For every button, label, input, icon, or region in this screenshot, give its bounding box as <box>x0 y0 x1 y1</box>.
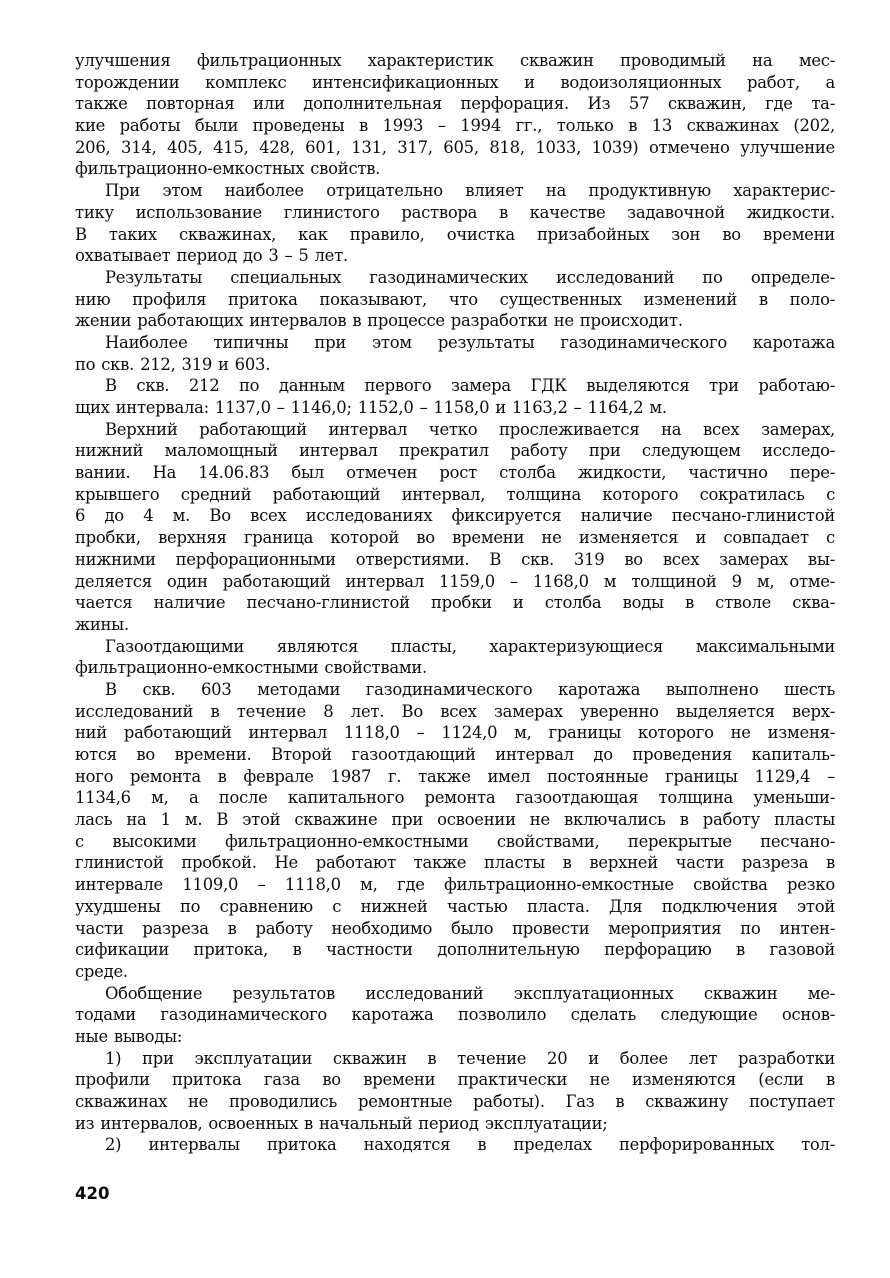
text-line: При этом наиболее отрицательно влияет на продуктивную характерис- <box>105 181 835 201</box>
text-line: жении работающих интервалов в процессе разработки не происходит. <box>75 311 683 331</box>
text-line: тодами газодинамического каротажа позволило сделать следующие основ- <box>75 1005 835 1025</box>
text-line: части разреза в работу необходимо было провести мероприятия по интен- <box>75 918 835 938</box>
text-line: профили притока газа во времени практически не изменяются (если в <box>75 1070 835 1090</box>
page-text <box>75 50 835 1156</box>
text-line: 2) интервалы притока находятся в пределах перфорированных тол- <box>105 1135 835 1155</box>
text-line: 6 до 4 м. Во всех исследованиях фиксируется наличие песчано-глинистой <box>75 506 835 526</box>
text-line: В таких скважинах, как правило, очистка призабойных зон во времени <box>75 224 835 244</box>
text-line: В скв. 603 методами газодинамического каротажа выполнено шесть <box>105 679 835 699</box>
text-line: чается наличие песчано-глинистой пробки и столба воды в стволе сква- <box>75 593 835 613</box>
text-line: торождении комплекс интенсификационных и водоизоляционных работ, а <box>75 72 835 92</box>
page-number: 420 <box>75 1184 110 1204</box>
text-line: нижний маломощный интервал прекратил работу при следующем исследо- <box>75 441 835 461</box>
text-line: исследований в течение 8 лет. Во всех замерах уверенно выделяется верх- <box>75 701 835 721</box>
text-line: Наиболее типичны при этом результаты газодинамического каротажа <box>105 332 835 352</box>
text-line: с высокими фильтрационно-емкостными свойствами, перекрытые песчано- <box>75 831 835 851</box>
text-line: фильтрационно-емкостными свойствами. <box>75 658 428 678</box>
text-line: ухудшены по сравнению с нижней частью пласта. Для подключения этой <box>75 896 835 916</box>
text-line: щих интервала: 1137,0 – 1146,0; 1152,0 – 1158,0 и 1163,2 – 1164,2 м. <box>75 398 667 417</box>
text-line: охватывает период до 3 – 5 лет. <box>75 246 348 266</box>
text-line: по скв. 212, 319 и 603. <box>75 354 271 374</box>
text-line: из интервалов, освоенных в начальный период эксплуатации; <box>75 1113 608 1133</box>
text-line: Верхний работающий интервал четко прослеживается на всех замерах, <box>105 419 835 439</box>
text-line: Обобщение результатов исследований эксплуатационных скважин ме- <box>105 983 835 1003</box>
text-line: нижними перфорационными отверстиями. В скв. 319 во всех замерах вы- <box>75 549 835 569</box>
text-line: фильтрационно-емкостных свойств. <box>75 159 381 179</box>
text-line: деляется один работающий интервал 1159,0 – 1168,0 м толщиной 9 м, отме- <box>75 571 835 591</box>
text-line: ются во времени. Второй газоотдающий интервал до проведения капиталь- <box>75 745 835 764</box>
text-line: 206, 314, 405, 415, 428, 601, 131, 317, 605, 818, 1033, 1039) отмечено улучшение <box>75 137 835 157</box>
text-line: ные выводы: <box>75 1026 183 1046</box>
text-line: глинистой пробкой. Не работают также пласты в верхней части разреза в <box>75 853 835 873</box>
text-line: интервале 1109,0 – 1118,0 м, где фильтрационно-емкостные свойства резко <box>75 875 835 895</box>
text-line: улучшения фильтрационных характеристик скважин проводимый на мес- <box>75 51 835 70</box>
text-line: сификации притока, в частности дополнительную перфорацию в газовой <box>75 940 835 960</box>
text-line: Газоотдающими являются пласты, характеризующиеся максимальными <box>105 636 835 656</box>
text-line: вании. На 14.06.83 был отмечен рост столба жидкости, частично пере- <box>75 463 835 483</box>
text-line: ного ремонта в феврале 1987 г. также имел постоянные границы 1129,4 – <box>75 766 835 786</box>
text-line: нию профиля притока показывают, что существенных изменений в поло- <box>75 289 835 309</box>
text-line: лась на 1 м. В этой скважине при освоении не включались в работу пласты <box>75 810 835 830</box>
text-line: Результаты специальных газодинамических исследований по определе- <box>105 267 835 287</box>
text-line: крывшего средний работающий интервал, толщина которого сократилась с <box>75 484 835 504</box>
text-line: В скв. 212 по данным первого замера ГДК выделяются три работаю- <box>105 376 835 396</box>
text-line: скважинах не проводились ремонтные работы). Газ в скважину поступает <box>75 1092 835 1111</box>
text-line: также повторная или дополнительная перфорация. Из 57 скважин, где та- <box>75 94 835 114</box>
text-line: тику использование глинистого раствора в качестве задавочной жидкости. <box>75 202 835 222</box>
text-line: 1) при эксплуатации скважин в течение 20 и более лет разработки <box>105 1048 835 1068</box>
text-line: 1134,6 м, а после капитального ремонта газоотдающая толщина уменьши- <box>75 788 835 808</box>
text-line: кие работы были проведены в 1993 – 1994 гг., только в 13 скважинах (202, <box>75 116 835 136</box>
text-line: среде. <box>75 961 128 981</box>
text-line: ний работающий интервал 1118,0 – 1124,0 м, границы которого не изменя- <box>75 723 835 743</box>
text-line: пробки, верхняя граница которой во времени не изменяется и совпадает с <box>75 528 835 548</box>
page-footer <box>75 1184 835 1203</box>
text-line: жины. <box>75 614 129 634</box>
